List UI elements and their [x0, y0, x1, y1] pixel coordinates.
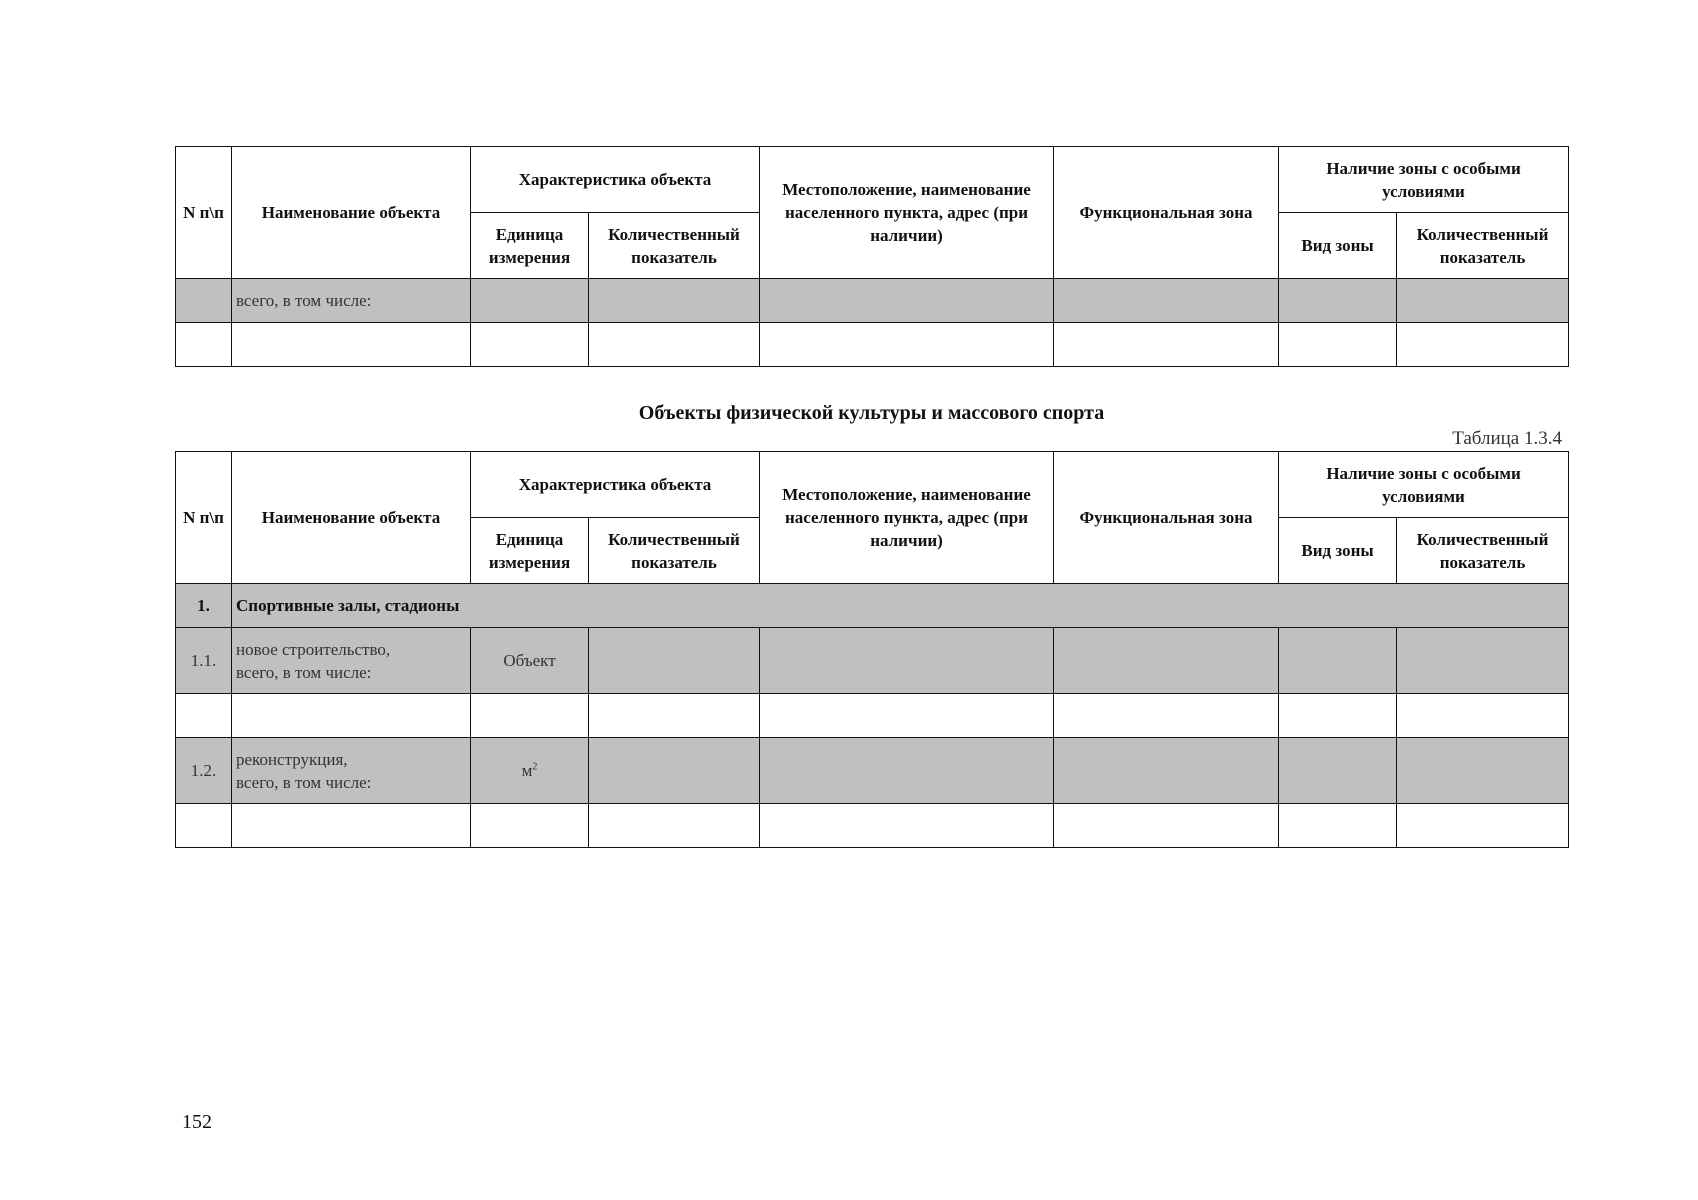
cell-quantity	[589, 279, 760, 323]
cell-n: 1.1.	[176, 628, 232, 694]
cell-zone-quantity	[1397, 628, 1569, 694]
cell-location	[760, 694, 1054, 738]
cell-zone-type	[1279, 694, 1397, 738]
header-unit: Единица измерения	[471, 518, 589, 584]
cell-name: всего, в том числе:	[232, 279, 471, 323]
header-zone-type: Вид зоны	[1279, 213, 1397, 279]
cell-location	[760, 804, 1054, 848]
cell-name	[232, 694, 471, 738]
cell-location	[760, 628, 1054, 694]
table-row	[176, 279, 1569, 323]
header-special-zone: Наличие зоны с особыми условиями	[1279, 452, 1569, 518]
header-characteristic: Характеристика объекта	[471, 452, 760, 518]
cell-name-line2: всего, в том числе:	[236, 662, 372, 682]
header-location: Местоположение, наименование населенного пункта, адрес (при наличии)	[760, 452, 1054, 584]
header-name: Наименование объекта	[232, 452, 471, 584]
header-location: Местоположение, наименование населенного пункта, адрес (при наличии)	[760, 147, 1054, 279]
cell-name	[232, 628, 471, 694]
header-characteristic: Характеристика объекта	[471, 147, 760, 213]
cell-zone-quantity	[1397, 694, 1569, 738]
table-row	[176, 628, 1569, 694]
header-quantity: Количественный показатель	[589, 213, 760, 279]
table-row	[176, 694, 1569, 738]
cell-unit	[471, 279, 589, 323]
header-zone-quantity: Количественный показатель	[1397, 518, 1569, 584]
cell-name	[232, 323, 471, 367]
cell-n	[176, 279, 232, 323]
header-quantity: Количественный показатель	[589, 518, 760, 584]
table-row	[176, 738, 1569, 804]
header-name: Наименование объекта	[232, 147, 471, 279]
cell-unit	[471, 694, 589, 738]
header-special-zone: Наличие зоны с особыми условиями	[1279, 147, 1569, 213]
cell-zone-type	[1279, 804, 1397, 848]
cell-unit	[471, 738, 589, 804]
cell-zone-type	[1279, 628, 1397, 694]
header-unit: Единица измерения	[471, 213, 589, 279]
section-row	[176, 584, 1569, 628]
header-row-1	[176, 147, 1569, 213]
cell-n	[176, 694, 232, 738]
header-n: N п\п	[176, 452, 232, 584]
section-name: Спортивные залы, стадионы	[232, 584, 1569, 628]
cell-location	[760, 323, 1054, 367]
header-n: N п\п	[176, 147, 232, 279]
table-caption: Таблица 1.3.4	[1452, 428, 1562, 449]
cell-name	[232, 804, 471, 848]
cell-func-zone	[1054, 804, 1279, 848]
header-row-1	[176, 452, 1569, 518]
cell-name	[232, 738, 471, 804]
header-func-zone: Функциональная зона	[1054, 147, 1279, 279]
table-sports-objects	[175, 451, 1569, 848]
cell-func-zone	[1054, 279, 1279, 323]
cell-unit-sup: 2	[532, 761, 538, 773]
header-zone-type: Вид зоны	[1279, 518, 1397, 584]
cell-n	[176, 804, 232, 848]
cell-quantity	[589, 738, 760, 804]
table-previous	[175, 146, 1569, 367]
table-row	[176, 323, 1569, 367]
cell-quantity	[589, 804, 760, 848]
cell-n: 1.2.	[176, 738, 232, 804]
cell-unit-text: Объект	[503, 651, 556, 670]
cell-zone-quantity	[1397, 279, 1569, 323]
cell-zone-quantity	[1397, 738, 1569, 804]
cell-name-line1: новое строительство,	[236, 639, 391, 659]
cell-func-zone	[1054, 628, 1279, 694]
cell-zone-type	[1279, 323, 1397, 367]
section-n: 1.	[176, 584, 232, 628]
cell-name-line2: всего, в том числе:	[236, 772, 372, 792]
cell-name-line1: реконструкция,	[236, 749, 348, 769]
cell-zone-type	[1279, 738, 1397, 804]
cell-zone-type	[1279, 279, 1397, 323]
header-zone-quantity: Количественный показатель	[1397, 213, 1569, 279]
section-title: Объекты физической культуры и массового спорта	[638, 402, 1105, 424]
cell-func-zone	[1054, 323, 1279, 367]
table-row	[176, 804, 1569, 848]
cell-zone-quantity	[1397, 804, 1569, 848]
cell-n	[176, 323, 232, 367]
cell-func-zone	[1054, 738, 1279, 804]
cell-quantity	[589, 323, 760, 367]
cell-unit	[471, 323, 589, 367]
header-func-zone: Функциональная зона	[1054, 452, 1279, 584]
cell-location	[760, 279, 1054, 323]
cell-func-zone	[1054, 694, 1279, 738]
cell-unit	[471, 804, 589, 848]
cell-location	[760, 738, 1054, 804]
cell-unit-text: м	[521, 761, 533, 780]
cell-unit	[471, 628, 589, 694]
cell-quantity	[589, 694, 760, 738]
page-number: 152	[182, 1111, 212, 1133]
cell-zone-quantity	[1397, 323, 1569, 367]
cell-quantity	[589, 628, 760, 694]
